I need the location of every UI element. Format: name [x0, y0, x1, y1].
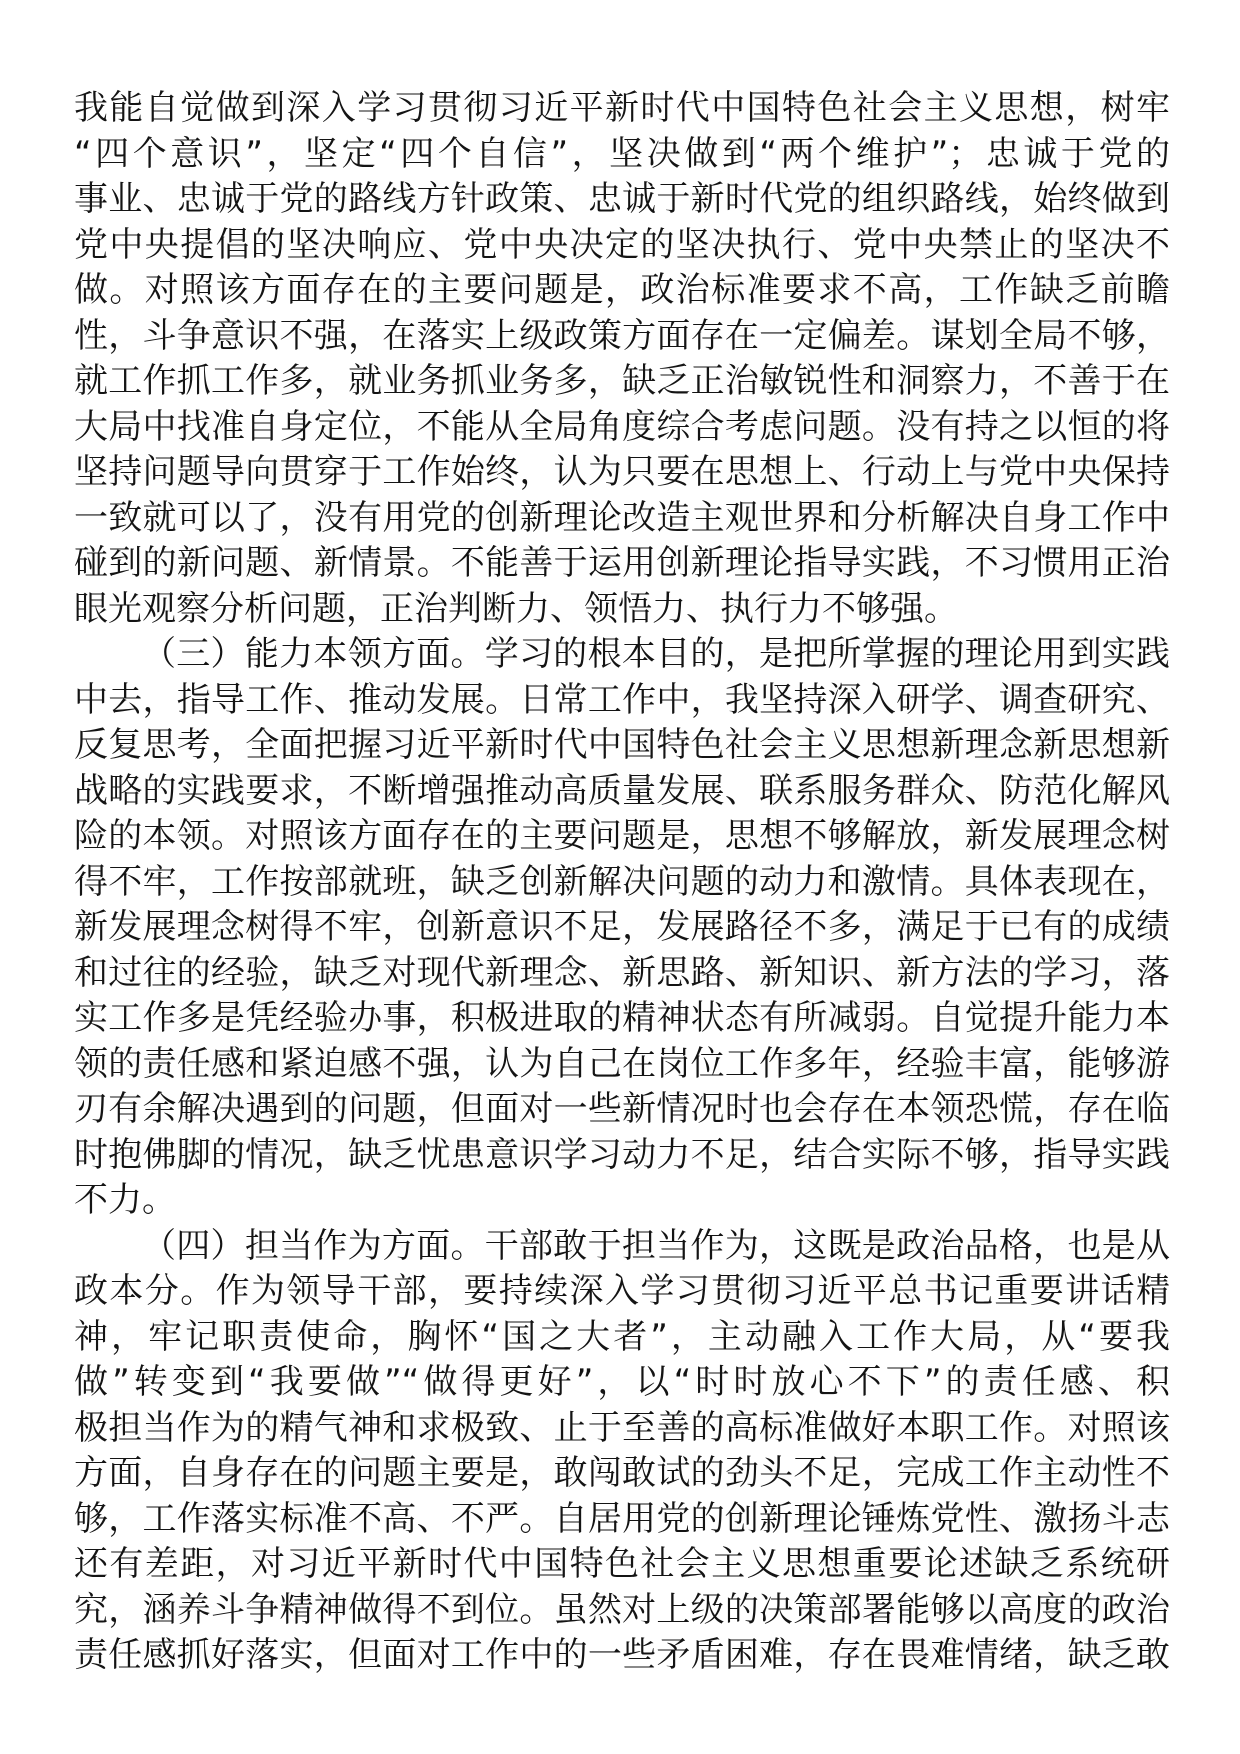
- text-line: 性，斗争意识不强，在落实上级政策方面存在一定偏差。谋划全局不够，: [74, 315, 1170, 356]
- text-line: 责任感抓好落实，但面对工作中的一些矛盾困难，存在畏难情绪，缺乏敢: [74, 1635, 1170, 1675]
- text-line: 就工作抓工作多，就业务抓业务多，缺乏正治敏锐性和洞察力，不善于在: [74, 361, 1170, 401]
- text-line: 险的本领。对照该方面存在的主要问题是，思想不够解放，新发展理念树: [74, 816, 1170, 856]
- text-line: 新发展理念树得不牢，创新意识不足，发展路径不多，满足于已有的成绩: [74, 907, 1170, 947]
- document-body: [74, 86, 1170, 1679]
- paragraph-ability-skills: [74, 632, 1170, 1224]
- text-line: 极担当作为的精气神和求极致、止于至善的高标准做好本职工作。对照该: [74, 1407, 1170, 1448]
- text-line: 得不牢，工作按部就班，缺乏创新解决问题的动力和激情。具体表现在，: [74, 861, 1170, 902]
- text-line: 党中央提倡的坚决响应、党中央决定的坚决执行、党中央禁止的坚决不: [74, 224, 1170, 265]
- section-heading-line: （三）能力本领方面。学习的根本目的，是把所掌握的理论用到实践: [142, 634, 1170, 674]
- text-line: 和过往的经验，缺乏对现代新理念、新思路、新知识、新方法的学习，落: [74, 952, 1170, 993]
- text-line: 不力。: [74, 1180, 176, 1220]
- text-line: 刃有余解决遇到的问题，但面对一些新情况时也会存在本领恐慌，存在临: [74, 1089, 1170, 1129]
- text-line: 时抱佛脚的情况，缺乏忧患意识学习动力不足，结合实际不够，指导实践: [74, 1134, 1170, 1175]
- text-line: 做。对照该方面存在的主要问题是，政治标准要求不高，工作缺乏前瞻: [74, 270, 1170, 310]
- paragraph-political-standards: [74, 86, 1170, 632]
- text-line: 大局中找准自身定位，不能从全局角度综合考虑问题。没有持之以恒的将: [74, 406, 1170, 447]
- text-line: 反复思考，全面把握习近平新时代中国特色社会主义思想新理念新思想新: [74, 725, 1170, 765]
- text-line: 政本分。作为领导干部，要持续深入学习贯彻习近平总书记重要讲话精: [74, 1271, 1170, 1311]
- text-line: “四个意识”，坚定“四个自信”，坚决做到“两个维护”；忠诚于党的: [74, 133, 1170, 174]
- text-line: 实工作多是凭经验办事，积极进取的精神状态有所减弱。自觉提升能力本: [74, 998, 1170, 1038]
- paragraph-responsibility-action: [74, 1224, 1170, 1679]
- text-line: 中去，指导工作、推动发展。日常工作中，我坚持深入研学、调查研究、: [74, 679, 1170, 720]
- text-line: 还有差距，对习近平新时代中国特色社会主义思想重要论述缺乏系统研: [74, 1544, 1170, 1584]
- section-heading-line: （四）担当作为方面。干部敢于担当作为，这既是政治品格，也是从: [142, 1225, 1170, 1266]
- text-line: 战略的实践要求，不断增强推动高质量发展、联系服务群众、防范化解风: [74, 770, 1170, 811]
- text-line: 我能自觉做到深入学习贯彻习近平新时代中国特色社会主义思想，树牢: [74, 88, 1170, 128]
- text-line: 碰到的新问题、新情景。不能善于运用创新理论指导实践，不习惯用正治: [74, 543, 1170, 583]
- text-line: 坚持问题导向贯穿于工作始终，认为只要在思想上、行动上与党中央保持: [74, 452, 1170, 492]
- text-line: 够，工作落实标准不高、不严。自居用党的创新理论锤炼党性、激扬斗志: [74, 1498, 1170, 1539]
- text-line: 神，牢记职责使命，胸怀“国之大者”，主动融入工作大局，从“要我: [74, 1316, 1170, 1357]
- text-line: 方面，自身存在的问题主要是，敢闯敢试的劲头不足，完成工作主动性不: [74, 1453, 1170, 1493]
- text-line: 一致就可以了，没有用党的创新理论改造主观世界和分析解决自身工作中: [74, 497, 1170, 538]
- text-line: 做”转变到“我要做”“做得更好”，以“时时放心不下”的责任感、积: [74, 1362, 1170, 1402]
- text-line: 眼光观察分析问题，正治判断力、领悟力、执行力不够强。: [74, 588, 958, 629]
- text-line: 领的责任感和紧迫感不强，认为自己在岗位工作多年，经验丰富，能够游: [74, 1043, 1170, 1084]
- text-line: 事业、忠诚于党的路线方针政策、忠诚于新时代党的组织路线，始终做到: [74, 179, 1170, 219]
- text-line: 究，涵养斗争精神做得不到位。虽然对上级的决策部署能够以高度的政治: [74, 1589, 1170, 1630]
